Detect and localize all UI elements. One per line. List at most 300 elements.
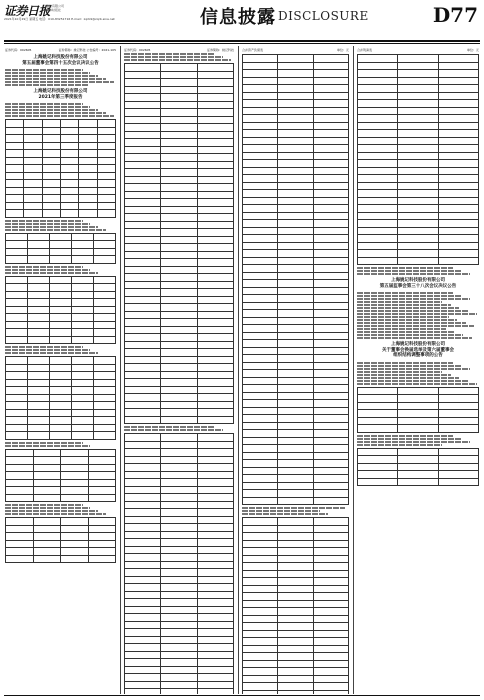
table-cell <box>243 585 278 593</box>
table-cell <box>125 546 161 554</box>
body-text-line <box>5 513 106 515</box>
table-cell <box>278 257 313 265</box>
table-row <box>125 101 234 109</box>
table-cell <box>197 394 233 402</box>
table-cell <box>161 296 197 304</box>
table-cell <box>161 524 197 532</box>
table-row <box>125 584 234 592</box>
table-row <box>243 355 349 363</box>
body-text-line <box>124 53 215 55</box>
table-cell <box>313 422 348 430</box>
table-cell <box>358 190 398 198</box>
table-row <box>125 464 234 472</box>
table-row <box>243 62 349 70</box>
table-cell <box>313 497 348 505</box>
table-cell <box>278 100 313 108</box>
table-cell <box>278 92 313 100</box>
table-cell <box>358 456 398 464</box>
table-row <box>358 137 479 145</box>
table-cell <box>197 441 233 449</box>
table-cell <box>61 487 89 495</box>
table-row <box>125 681 234 689</box>
table-row <box>6 464 116 472</box>
table-cell <box>313 205 348 213</box>
table-cell <box>358 77 398 85</box>
table-cell <box>278 563 313 571</box>
table-cell <box>243 310 278 318</box>
table-cell <box>197 274 233 282</box>
table-cell <box>125 516 161 524</box>
table-cell <box>197 509 233 517</box>
table-cell <box>313 460 348 468</box>
table-cell <box>358 167 398 175</box>
table-row <box>6 321 116 329</box>
table-cell <box>243 660 278 668</box>
table-cell <box>278 407 313 415</box>
table-cell <box>6 284 28 292</box>
table-cell <box>438 257 478 265</box>
table-row <box>125 364 234 372</box>
table-cell <box>398 250 438 258</box>
table-cell <box>278 122 313 130</box>
table-cell <box>161 636 197 644</box>
table-cell <box>398 160 438 168</box>
table-cell <box>197 199 233 207</box>
table-cell <box>72 233 94 241</box>
table-cell <box>278 578 313 586</box>
table-cell <box>28 291 50 299</box>
table-cell <box>197 659 233 667</box>
table-cell <box>398 107 438 115</box>
table-cell <box>243 152 278 160</box>
table-cell <box>6 432 28 440</box>
table-cell <box>97 195 115 203</box>
table-row <box>358 107 479 115</box>
table-cell <box>28 284 50 292</box>
table-cell <box>197 281 233 289</box>
table-cell <box>438 107 478 115</box>
body-text-line <box>5 442 83 444</box>
table-cell <box>197 236 233 244</box>
table-cell <box>313 555 348 563</box>
table-row <box>243 660 349 668</box>
table-cell <box>42 127 60 135</box>
table-cell <box>313 645 348 653</box>
table-cell <box>398 205 438 213</box>
body-text-line <box>5 269 90 271</box>
table-cell <box>197 229 233 237</box>
table-cell <box>197 349 233 357</box>
table-cell <box>50 306 72 314</box>
newspaper-logo: 证券日报 <box>4 4 51 18</box>
body-text-line <box>5 109 98 111</box>
body-text-line <box>5 69 83 71</box>
table-cell <box>97 187 115 195</box>
table-cell <box>278 392 313 400</box>
table-cell <box>6 241 28 249</box>
announcement-title-line: 2021年第三季度报告 <box>38 94 83 100</box>
table-cell <box>94 299 116 307</box>
announcement-title-line: 上海姚记科技股份有限公司 <box>391 278 445 283</box>
table-cell <box>438 471 478 479</box>
table-cell <box>313 122 348 130</box>
table-cell <box>61 548 89 556</box>
table-row <box>6 379 116 387</box>
table-row <box>125 154 234 162</box>
table-cell <box>313 362 348 370</box>
table-cell <box>161 206 197 214</box>
table-cell <box>243 638 278 646</box>
table-row <box>358 456 479 464</box>
table-cell <box>313 100 348 108</box>
table-row <box>243 645 349 653</box>
table-cell <box>197 666 233 674</box>
table-cell <box>243 77 278 85</box>
table-cell <box>88 548 116 556</box>
body-text-line <box>5 445 90 447</box>
table-cell <box>358 70 398 78</box>
table-row <box>358 463 479 471</box>
table-cell <box>197 109 233 117</box>
table-cell <box>161 546 197 554</box>
table-row <box>125 471 234 479</box>
table-row <box>243 152 349 160</box>
table-cell <box>125 659 161 667</box>
table-cell <box>197 539 233 547</box>
table-cell <box>94 372 116 380</box>
table-cell <box>79 187 97 195</box>
table-row <box>125 251 234 259</box>
table-row <box>243 362 349 370</box>
body-text-line <box>5 112 106 114</box>
table-cell <box>6 472 34 480</box>
table-row <box>358 175 479 183</box>
table-cell <box>438 235 478 243</box>
table-row <box>243 422 349 430</box>
table-cell <box>243 467 278 475</box>
table-cell <box>398 463 438 471</box>
table-row <box>243 287 349 295</box>
table-cell <box>313 385 348 393</box>
table-cell <box>161 116 197 124</box>
table-cell <box>50 329 72 337</box>
table-cell <box>60 187 78 195</box>
table-cell <box>278 555 313 563</box>
table-cell <box>243 92 278 100</box>
table-cell <box>50 417 72 425</box>
table-row <box>243 370 349 378</box>
table-cell <box>278 220 313 228</box>
table-cell <box>438 175 478 183</box>
table-row <box>125 606 234 614</box>
financial-table <box>357 448 479 487</box>
table-cell <box>358 257 398 265</box>
table-row <box>6 284 116 292</box>
table-cell <box>161 86 197 94</box>
table-row <box>125 319 234 327</box>
table-cell <box>125 486 161 494</box>
table-cell <box>313 475 348 483</box>
table-cell <box>50 372 72 380</box>
body-text-line <box>5 346 83 348</box>
table-cell <box>161 554 197 562</box>
table-cell <box>243 227 278 235</box>
table-cell <box>161 379 197 387</box>
announcement-number: 证券简称：姚记科技 公告编号：2021-105 <box>58 48 116 52</box>
table-cell <box>243 280 278 288</box>
table-cell <box>278 518 313 526</box>
table-cell <box>197 449 233 457</box>
table-cell <box>278 295 313 303</box>
table-cell <box>161 319 197 327</box>
table-row <box>243 115 349 123</box>
announcement-number: 单位：元 <box>466 48 479 52</box>
table-cell <box>161 176 197 184</box>
table-cell <box>79 210 97 218</box>
table-cell <box>438 463 478 471</box>
table-row <box>243 563 349 571</box>
table-cell <box>197 94 233 102</box>
table-cell <box>243 653 278 661</box>
table-row <box>125 636 234 644</box>
table-cell <box>125 304 161 312</box>
table-cell <box>278 525 313 533</box>
table-cell <box>197 629 233 637</box>
table-cell <box>278 167 313 175</box>
table-cell <box>125 379 161 387</box>
table-row <box>125 79 234 87</box>
table-cell <box>278 85 313 93</box>
table-row <box>125 629 234 637</box>
table-cell <box>197 71 233 79</box>
table-cell <box>72 241 94 249</box>
table-cell <box>243 460 278 468</box>
table-cell <box>125 401 161 409</box>
table-row <box>6 172 116 180</box>
table-cell <box>42 165 60 173</box>
table-cell <box>161 659 197 667</box>
table-cell <box>6 165 24 173</box>
table-cell <box>278 347 313 355</box>
table-row <box>125 349 234 357</box>
table-cell <box>161 674 197 682</box>
table-cell <box>313 683 348 691</box>
table-cell <box>24 187 42 195</box>
body-text-line <box>124 426 215 428</box>
table-row <box>358 190 479 198</box>
table-cell <box>61 457 89 465</box>
table-cell <box>6 394 28 402</box>
table-cell <box>358 410 398 418</box>
body-text-line <box>5 272 98 274</box>
table-cell <box>94 336 116 344</box>
table-cell <box>125 334 161 342</box>
table-cell <box>161 371 197 379</box>
table-cell <box>97 120 115 128</box>
table-cell <box>358 205 398 213</box>
column-divider <box>238 46 239 694</box>
table-cell <box>243 302 278 310</box>
announcement-title-line: 上海姚记科技股份有限公司 <box>391 342 445 347</box>
table-cell <box>278 317 313 325</box>
table-row <box>125 304 234 312</box>
table-cell <box>243 548 278 556</box>
table-row <box>125 591 234 599</box>
table-cell <box>243 540 278 548</box>
table-cell <box>197 214 233 222</box>
table-cell <box>278 370 313 378</box>
table-cell <box>358 212 398 220</box>
table-cell <box>6 256 28 264</box>
table-cell <box>438 448 478 456</box>
table-row <box>243 347 349 355</box>
table-cell <box>197 584 233 592</box>
table-cell <box>24 180 42 188</box>
announcement-title-line: 组织结构调整事项的公告 <box>393 353 443 358</box>
table-cell <box>358 478 398 486</box>
table-cell <box>50 276 72 284</box>
table-row <box>125 666 234 674</box>
table-row <box>6 187 116 195</box>
table-cell <box>60 210 78 218</box>
body-text-line <box>357 383 477 385</box>
table-cell <box>125 244 161 252</box>
table-cell <box>125 561 161 569</box>
table-row <box>243 205 349 213</box>
table-cell <box>438 145 478 153</box>
table-cell <box>398 130 438 138</box>
table-row <box>125 71 234 79</box>
table-cell <box>125 629 161 637</box>
body-text-line <box>5 229 106 231</box>
table-row <box>6 518 116 526</box>
table-cell <box>278 107 313 115</box>
table-row <box>125 131 234 139</box>
table-cell <box>243 563 278 571</box>
table-cell <box>50 409 72 417</box>
table-cell <box>60 202 78 210</box>
table-row <box>6 357 116 365</box>
table-cell <box>313 182 348 190</box>
table-cell <box>313 548 348 556</box>
table-cell <box>33 457 61 465</box>
table-cell <box>438 137 478 145</box>
table-cell <box>278 533 313 541</box>
table-cell <box>358 62 398 70</box>
table-row <box>243 377 349 385</box>
table-cell <box>125 386 161 394</box>
table-cell <box>438 425 478 433</box>
table-cell <box>358 160 398 168</box>
table-cell <box>161 289 197 297</box>
table-cell <box>24 150 42 158</box>
table-row <box>243 497 349 505</box>
table-row <box>125 221 234 229</box>
table-cell <box>60 120 78 128</box>
body-text-line <box>357 298 470 300</box>
table-row <box>125 644 234 652</box>
table-cell <box>278 70 313 78</box>
table-cell <box>94 241 116 249</box>
table-cell <box>438 70 478 78</box>
table-cell <box>125 441 161 449</box>
table-cell <box>313 92 348 100</box>
body-text-line <box>242 513 328 515</box>
table-cell <box>358 122 398 130</box>
table-cell <box>125 539 161 547</box>
table-cell <box>243 593 278 601</box>
table-row <box>243 593 349 601</box>
table-cell <box>94 329 116 337</box>
table-cell <box>313 280 348 288</box>
table-cell <box>197 494 233 502</box>
table-cell <box>161 221 197 229</box>
table-cell <box>313 212 348 220</box>
table-cell <box>125 689 161 695</box>
table-cell <box>313 445 348 453</box>
table-cell <box>313 533 348 541</box>
table-cell <box>28 241 50 249</box>
table-cell <box>125 606 161 614</box>
table-cell <box>6 464 34 472</box>
table-cell <box>243 615 278 623</box>
table-cell <box>438 387 478 395</box>
table-cell <box>243 295 278 303</box>
table-cell <box>125 184 161 192</box>
table-cell <box>125 161 161 169</box>
table-cell <box>243 182 278 190</box>
table-cell <box>6 555 34 563</box>
table-cell <box>88 555 116 563</box>
table-cell <box>161 184 197 192</box>
table-row <box>243 400 349 408</box>
table-cell <box>125 214 161 222</box>
table-cell <box>161 229 197 237</box>
table-row <box>125 599 234 607</box>
table-cell <box>243 122 278 130</box>
table-cell <box>438 402 478 410</box>
table-row <box>358 212 479 220</box>
table-cell <box>243 257 278 265</box>
table-cell <box>278 152 313 160</box>
table-cell <box>278 585 313 593</box>
table-row <box>125 516 234 524</box>
table-row <box>125 434 234 442</box>
table-row <box>125 569 234 577</box>
table-row <box>6 314 116 322</box>
table-cell <box>125 326 161 334</box>
table-cell <box>313 563 348 571</box>
table-cell <box>42 187 60 195</box>
body-text-line <box>5 220 83 222</box>
table-cell <box>197 86 233 94</box>
table-cell <box>161 591 197 599</box>
table-cell <box>313 235 348 243</box>
section-title-english: DISCLOSURE <box>278 9 369 23</box>
table-cell <box>197 304 233 312</box>
table-cell <box>398 395 438 403</box>
table-cell <box>438 227 478 235</box>
table-cell <box>6 364 28 372</box>
table-cell <box>94 321 116 329</box>
table-cell <box>358 92 398 100</box>
table-cell <box>60 127 78 135</box>
table-cell <box>125 146 161 154</box>
table-row <box>6 449 116 457</box>
table-cell <box>313 70 348 78</box>
table-cell <box>278 302 313 310</box>
table-cell <box>72 372 94 380</box>
